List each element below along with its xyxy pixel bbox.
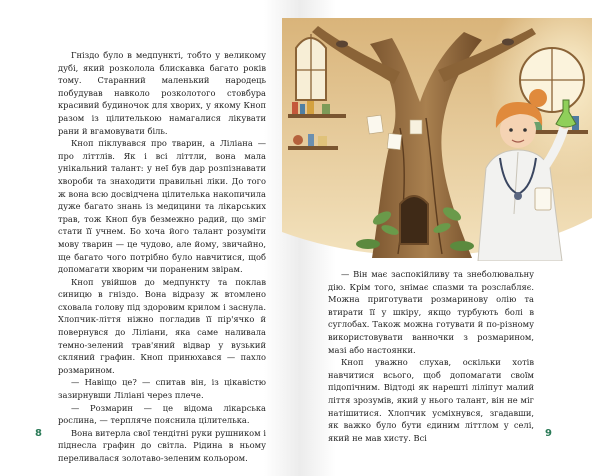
paragraph: — Розмарин — це відома лікарська рослина, — терпляче пояснила цілителька.	[58, 402, 266, 426]
paragraph: — Він має заспокійливу та знеболювальну дію. Крім того, знімає спазми та розслабляє. Можна приготувати розмаринову олію та втирати її у шкіру, якщо турбують болі в суглобах. Також можна готувати й по-різному використовувати ванночки з розмарином, мазі або настоянки.	[328, 269, 534, 355]
paragraph: Кноп уважно слухав, оскільки хотів навчитися всього, щоб допомагати своїм підопічним. Відтоді як нарешті ліліпут малий ліття зрозумів, який у нього талант, він не міг натішитися. Хлопчик усміхнувся, згадавши, як важко було бути єдиним літтлом у селі, який не мав хисту. Всі	[328, 357, 534, 443]
tree-door	[400, 196, 428, 244]
window-right	[520, 48, 584, 112]
page-number-right: 9	[545, 428, 552, 439]
paragraph: Гніздо було в медпункті, тобто у великому дубі, який розколола блискавка багато років тому. Старанний маленький народець побудував навколо розколотого стовбура красивий будиночок для хворих, у якому Кноп разом із цілителькою намагалися лікувати рани й вгамовувати біль.	[58, 50, 266, 136]
right-text-column	[328, 268, 534, 444]
paragraph: Кноп увійшов до медпункту та поклав синицю в гніздо. Вона відразу ж втомлено сховала голову під здоровим крилом і заснула. Хлопчик-ліття ніжно погладив її пір'ячко й повернувся до Ліліани, яка саме наливала темно-зелений трав'яний відвар у вузький скляний графин. Кноп принюхався — пахло розмарином.	[58, 276, 266, 375]
paragraph: Вона витерла свої тендітні руки рушником і піднесла графин до світла. Рідина в ньому переливалася золотаво-зеленим кольором.	[58, 427, 266, 463]
paragraph: — Навіщо це? — спитав він, із цікавістю зазирнувши Ліліані через плече.	[58, 377, 266, 401]
illustration	[282, 18, 592, 261]
left-text-column	[58, 49, 266, 465]
page-number-left: 8	[35, 428, 42, 439]
paragraph: Кноп піклувався про тварин, а Ліліана — про літтлів. Як і всі літтли, вона мала унікальний талант: у неї був дар розпізнавати хвороби та знаходити правильні ліки. До того ж вона всю досвідчена цілителька накопичила дуже багато знань із медицини та лікарських трав, тож Кноп був безмежно радий, що зміг стати її учнем. Бо хоча його талант розуміти мову тварин — це чудово, але йому, звичайно, ще багато чого потрібно було навчитися, щоб допомагати хворим чи пораненим звірам.	[58, 138, 266, 275]
window-left	[296, 34, 326, 100]
